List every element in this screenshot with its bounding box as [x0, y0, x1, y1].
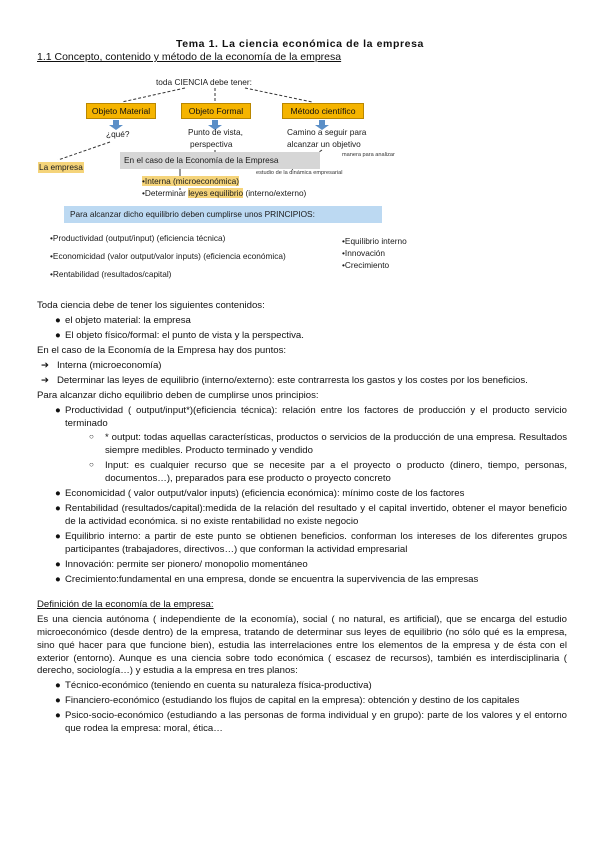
down-arrow-formal	[212, 120, 218, 125]
document-body	[37, 300, 567, 738]
list-item: ● Innovación: permite ser pionero/ monopolio momentáneo	[55, 558, 308, 570]
estudio-label: estudio de la dinámica empresarial	[256, 170, 343, 176]
sub-list-item: ○ * output: todas aquellas características, productos o servicios de la producción de una empresa. Resultados siempre medibles. Producto terminado y vendido	[89, 432, 567, 457]
list-item: ● Economicidad ( valor output/valor inputs) (eficiencia económica): mínimo coste de los factores	[55, 488, 465, 500]
definition-paragraph: Es una ciencia autónoma ( independiente de la economía), social ( no natural, es artificial), que se encarga del estudio microeconómico (desde dentro) de la empresa, tratando de determinar sus leyes de equilibrio (no sólo qué es la empresa, sino qué hacer para que funcione bien), estudia las interrelaciones entre los elementos de la empresa y de ésta con el exterior (entorno). Aunque es una ciencia sobre todo económica ( escasez de recursos), también es interdisciplinaria ( derecho, sociología…) y estudia a la empresa en tres planos:	[37, 613, 567, 677]
list-item: ● Técnico-económico (teniendo en cuenta su naturaleza física-productiva)	[55, 680, 372, 692]
principios-intro: Para alcanzar dicho equilibrio deben de cumplirse unos principios:	[37, 389, 319, 401]
intro-text: Toda ciencia debe de tener los siguientes contenidos:	[37, 300, 265, 311]
page-title: Tema 1. La ciencia económica de la empresa	[176, 38, 424, 50]
box-objeto-formal: Objeto Formal	[181, 103, 251, 119]
list-item: ➔ Interna (microeconomía)	[41, 359, 162, 371]
diagram-economicidad: •Economicidad (valor output/valor inputs) (eficiencia económica)	[50, 251, 286, 261]
determinar-label: •Determinar leyes equilibrio (interno/externo)	[142, 188, 307, 198]
down-arrow-metodo	[319, 120, 325, 125]
box-objeto-material: Objeto Material	[86, 103, 156, 119]
que-label: ¿qué?	[106, 129, 130, 139]
arrow-to-material	[122, 88, 185, 102]
diagram-crecimiento: •Crecimiento	[342, 260, 390, 270]
punto-vista-line2: perspectiva	[190, 139, 233, 149]
interna-label: •Interna (microeconómica)	[142, 176, 239, 186]
caso-text: En el caso de la Economía de la Empresa hay dos puntos:	[37, 344, 287, 356]
diagram-rentabilidad: •Rentabilidad (resultados/capital)	[50, 269, 172, 279]
principios-label: Para alcanzar dicho equilibrio deben cumplirse unos PRINCIPIOS:	[70, 209, 315, 219]
list-item: ● Financiero-económico (estudiando los flujos de capital en la empresa): obtención y destino de los capitales	[55, 695, 520, 707]
camino-line2: alcanzar un objetivo	[287, 139, 361, 149]
box-metodo-cientifico: Método científico	[282, 103, 364, 119]
concept-diagram	[30, 66, 434, 286]
diagram-innovacion: •Innovación	[342, 248, 386, 258]
down-arrow-material	[113, 120, 119, 125]
manera-label: manera para analizar	[342, 152, 395, 158]
definition-title: Definición de la economía de la empresa:	[37, 598, 214, 610]
section-subtitle: 1.1 Concepto, contenido y método de la economía de la empresa	[37, 51, 342, 63]
sub-list-item: ○ Input: es cualquier recurso que se necesite par a el proyecto o producto (dinero, tiempo, personas, documentos…), preparados para ese producto o proyecto concreto	[89, 460, 567, 485]
diagram-equilibrio: •Equilibrio interno	[342, 236, 407, 246]
list-item: ➔ Determinar las leyes de equilibrio (interno/externo): este contrarresta los gastos y los costes por los beneficios.	[41, 374, 528, 386]
punto-vista-line1: Punto de vista,	[188, 127, 243, 137]
diagram-productividad: •Productividad (output/input) (eficiencia técnica)	[50, 233, 226, 243]
list-item: ● Rentabilidad (resultados/capital):medida de la relación del resultado y el capital invertido, obtener el mayor beneficio de la actividad económica. si no existe rentabilidad no existe negocio	[55, 503, 567, 528]
list-item: ● el objeto material: la empresa	[55, 314, 191, 326]
list-item: ● Psico-socio-económico (estudiando a las personas de forma individual y en grupo): parte de los valores y el entorno que rodea la empresa: moral, ética…	[55, 710, 567, 735]
diagram-top-label: toda CIENCIA debe tener:	[156, 77, 252, 87]
list-item: ● Equilibrio interno: a partir de este punto se obtienen beneficios. conforman los intereses de los diferentes grupos participantes (trabajadores, directivos…) que conforman la actividad empresarial	[55, 531, 567, 555]
arrow-to-empresa	[58, 142, 110, 160]
list-item: ● El objeto físico/formal: el punto de vista y la perspectiva.	[55, 329, 304, 341]
camino-line1: Camino a seguir para	[287, 127, 367, 137]
list-item: ● Crecimiento:fundamental en una empresa, donde se encuentra la supervivencia de las empresas	[55, 573, 479, 585]
la-empresa-label: La empresa	[39, 162, 83, 172]
list-item: ● Productividad ( output/input*)(eficiencia técnica): relación entre los factores de producción y el producto servicio terminado	[55, 404, 567, 429]
arrow-to-metodo	[245, 88, 312, 102]
caso-label: En el caso de la Economía de la Empresa	[124, 155, 279, 165]
